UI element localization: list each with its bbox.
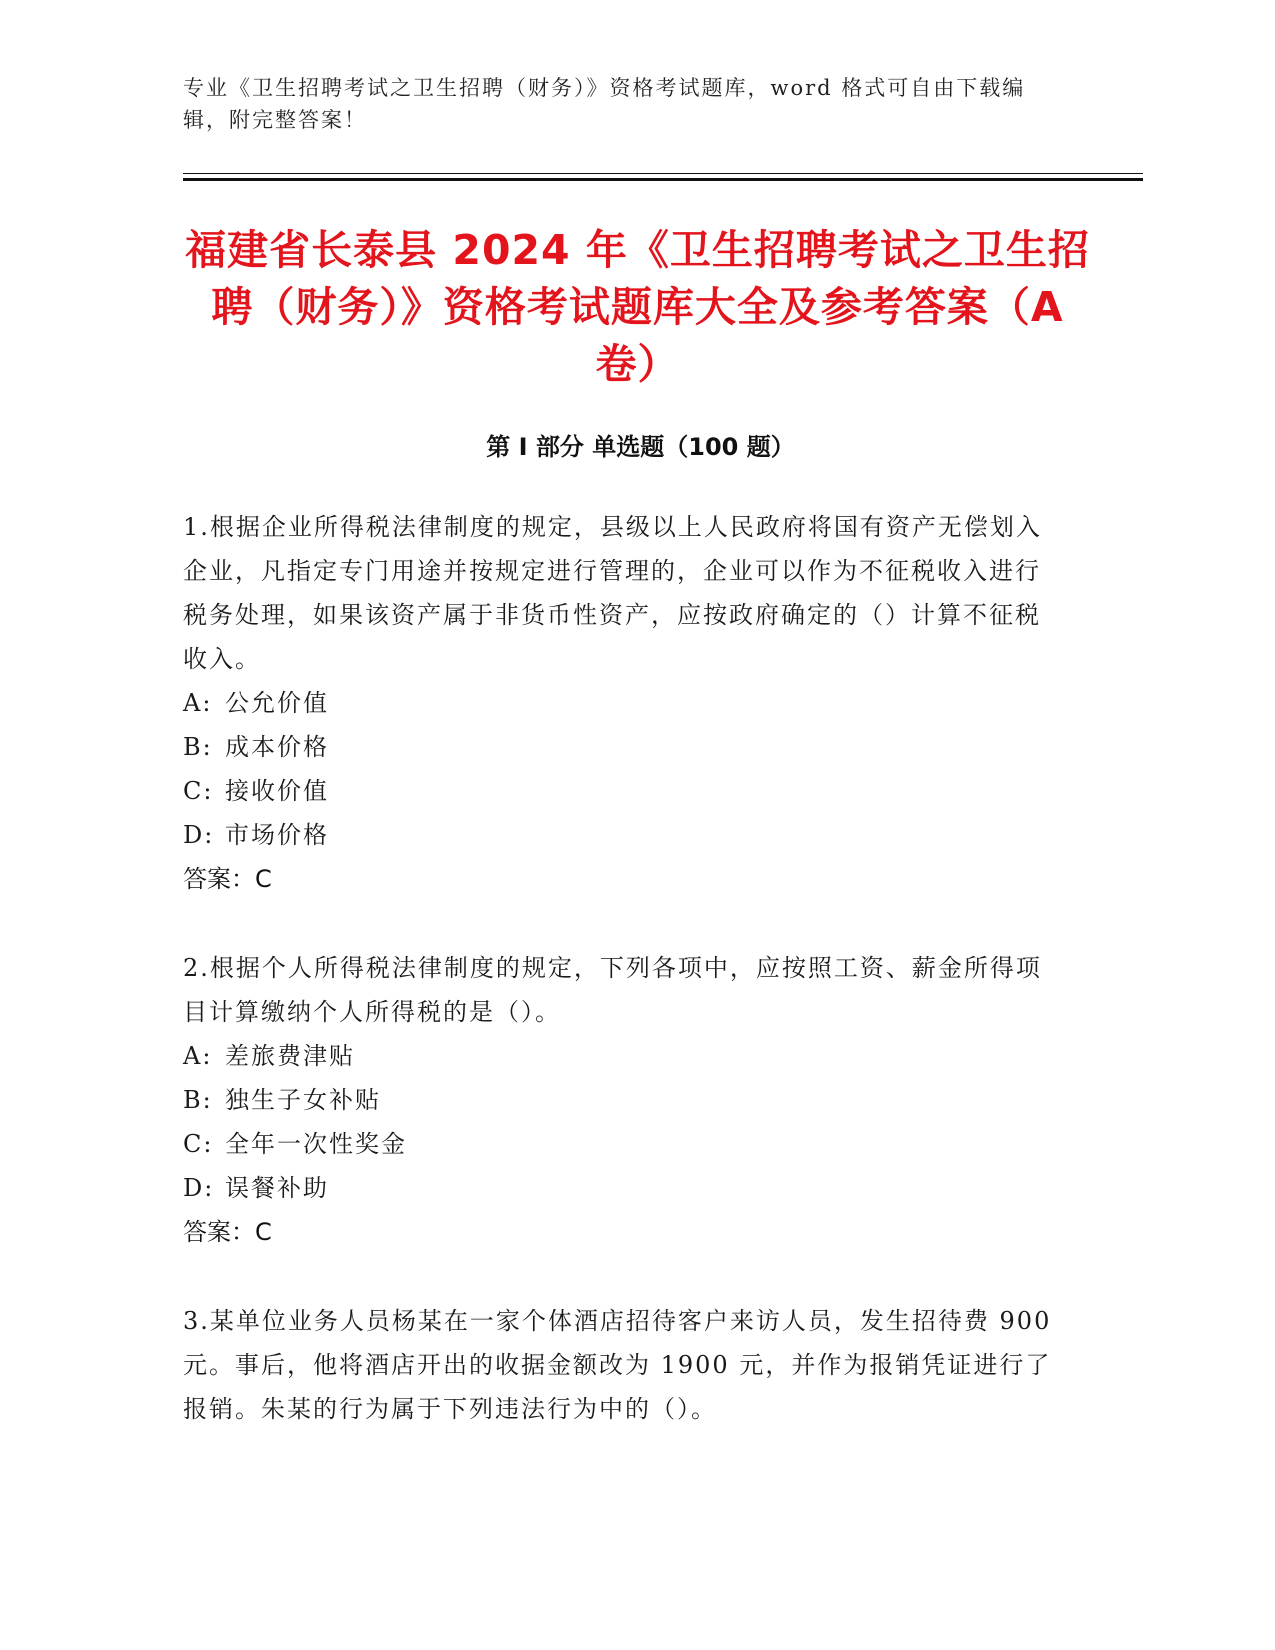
option-b <box>183 725 1063 769</box>
option-d <box>183 813 1063 857</box>
option-text: 误餐补助 <box>225 1174 329 1202</box>
option-d <box>183 1166 1063 1210</box>
option-key: C: <box>183 777 214 805</box>
option-text: 市场价格 <box>225 821 329 849</box>
option-key: D: <box>183 821 215 849</box>
option-key: C: <box>183 1130 214 1158</box>
option-text: 独生子女补贴 <box>225 1086 381 1114</box>
answer-line: 答案：C <box>183 1218 272 1246</box>
option-text: 成本价格 <box>225 733 329 761</box>
option-key: A: <box>183 689 213 717</box>
option-key: D: <box>183 1174 215 1202</box>
option-text: 全年一次性奖金 <box>225 1130 407 1158</box>
question-1 <box>183 505 1063 901</box>
header-rule-thick <box>183 178 1143 181</box>
document-title: 福建省长泰县 2024 年《卫生招聘考试之卫生招聘（财务）》资格考试题库大全及参考答案（A 卷） <box>185 226 1090 388</box>
question-2 <box>183 946 1063 1254</box>
question-stem: 3.某单位业务人员杨某在一家个体酒店招待客户来访人员，发生招待费 900 元。事后，他将酒店开出的收据金额改为 1900 元，并作为报销凭证进行了报销。朱某的行为属于下列违法行为中的（）。 <box>183 1307 1052 1423</box>
option-a <box>183 681 1063 725</box>
option-text: 公允价值 <box>225 689 329 717</box>
answer-line: 答案：C <box>183 865 272 893</box>
header-rule-thin <box>183 173 1143 174</box>
question-stem: 1.根据企业所得税法律制度的规定，县级以上人民政府将国有资产无偿划入企业，凡指定专门用途并按规定进行管理的，企业可以作为不征税收入进行税务处理，如果该资产属于非货币性资产，应按政府确定的（）计算不征税收入。 <box>183 513 1042 673</box>
option-a <box>183 1034 1063 1078</box>
question-stem: 2.根据个人所得税法律制度的规定，下列各项中，应按照工资、薪金所得项目计算缴纳个人所得税的是（）。 <box>183 954 1042 1026</box>
header-note: 专业《卫生招聘考试之卫生招聘（财务）》资格考试题库，word 格式可自由下载编辑，附完整答案！ <box>183 76 1026 132</box>
section-title: 第 I 部分 单选题（100 题） <box>486 433 795 461</box>
option-key: B: <box>183 1086 213 1114</box>
option-key: B: <box>183 733 213 761</box>
option-c <box>183 769 1063 813</box>
option-text: 接收价值 <box>225 777 329 805</box>
option-c <box>183 1122 1063 1166</box>
option-b <box>183 1078 1063 1122</box>
option-text: 差旅费津贴 <box>225 1042 355 1070</box>
question-list <box>183 505 1063 1476</box>
question-3 <box>183 1299 1063 1431</box>
option-key: A: <box>183 1042 213 1070</box>
